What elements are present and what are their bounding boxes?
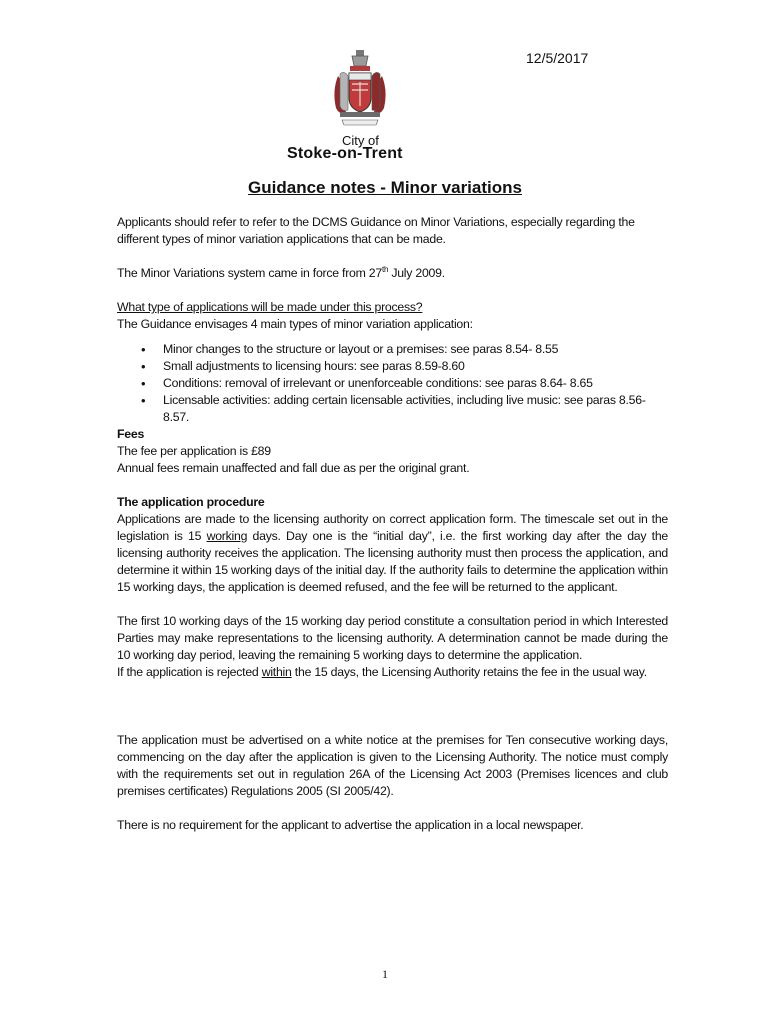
logo-city-name: Stoke-on-Trent <box>287 145 403 162</box>
document-title: Guidance notes - Minor variations <box>248 178 522 197</box>
procedure-paragraph: Applications are made to the licensing authority on correct application form. The timescale set out in the legislation is 15 working days. Day one is the “initial day”, i.e. the first working day after the day the licensing authority receives the application. The licensing authority must then process the application, and determine it within 15 working days of the initial day. If the authority fails to determine the application within 15 working days, the application is deemed refused, and the fee will be returned to the applicant. <box>117 512 669 594</box>
advertising-paragraph: The application must be advertised on a white notice at the premises for Ten consecutive working days, commencing on the day after the application is given to the Licensing Authority. The notice must comply with the requirements set out in regulation 26A of the Licensing Act 2003 (Premises licences and club premises certificates) Regulations 2005 (SI 2005/42). <box>117 733 668 798</box>
fees-line: The fee per application is £89 <box>117 444 271 458</box>
newspaper-paragraph: There is no requirement for the applicant to advertise the application in a local newspaper. <box>117 818 584 832</box>
coat-of-arms-logo <box>330 46 390 136</box>
types-lead: The Guidance envisages 4 main types of minor variation application: <box>117 317 473 331</box>
fees-heading: Fees <box>117 427 145 441</box>
rejection-paragraph: If the application is rejected within the 15 days, the Licensing Authority retains the fee in the usual way. <box>117 665 647 679</box>
page-number: 1 <box>382 967 388 981</box>
fees-line: Annual fees remain unaffected and fall due as per the original grant. <box>117 461 470 475</box>
document-date: 12/5/2017 <box>526 50 589 66</box>
logo-city-of-label: City of <box>342 133 379 148</box>
list-item: • Small adjustments to licensing hours: see paras 8.59-8.60 <box>163 358 668 375</box>
types-question: What type of applications will be made under this process? <box>117 300 423 314</box>
document-body <box>117 214 668 834</box>
list-item: • Licensable activities: adding certain licensable activities, including live music: see paras 8.56-8.57. <box>163 392 668 426</box>
intro-paragraph: Applicants should refer to refer to the DCMS Guidance on Minor Variations, especially regarding the different types of minor variation applications that can be made. <box>117 215 635 246</box>
list-item: • Minor changes to the structure or layout or a premises: see paras 8.54- 8.55 <box>163 341 668 358</box>
consultation-paragraph: The first 10 working days of the 15 working day period constitute a consultation period in which Interested Parties may make representations to the licensing authority. A determination cannot be made during the 10 working day period, leaving the remaining 5 working days to determine the application. <box>117 614 668 662</box>
system-start-paragraph: The Minor Variations system came in force from 27th July 2009. <box>117 264 445 280</box>
list-item: • Conditions: removal of irrelevant or unenforceable conditions: see paras 8.64- 8.65 <box>163 375 668 392</box>
procedure-heading: The application procedure <box>117 495 265 509</box>
types-list <box>117 341 668 426</box>
